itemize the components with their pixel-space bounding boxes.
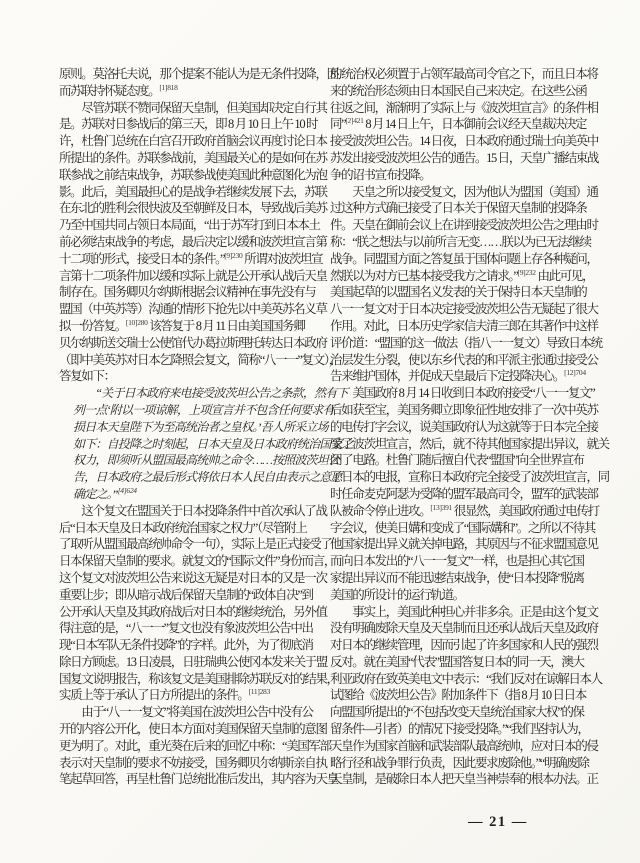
text-column-left <box>59 66 354 788</box>
footnote-ref: [13]391 <box>430 502 453 512</box>
text-line: 尽管苏联不赞同保留天皇制，但美国却决定自行其 <box>59 100 327 115</box>
text-line: 天皇之所以接受复文，因为他认为盟国（美国）通 <box>330 184 598 199</box>
text-line: 略行径和战争罪行负责，因此要求废除他。”“明确废除 <box>330 755 589 770</box>
text-line: 称：“朕之想法与以前所言无变……朕以为已无法继续 <box>330 234 591 249</box>
text-line: 队被命令停止进攻。$^{[13]391}$ 很显然，美国政府通过电传打 <box>330 502 599 518</box>
text-line: 影。此后，美国最担心的是战争若继续发展下去，苏联 <box>59 184 327 199</box>
text-line: 乃至中国共同占领日本局面，“出于苏军打到日本本土 <box>59 218 320 233</box>
text-line: 损日本天皇陛下为至高统治者之皇权。’吾人所采立场 <box>73 419 328 434</box>
text-line: 告来维护国体，并促成天皇最后下定投降决心。$^{[12]704}$ <box>330 368 586 384</box>
text-line: 在东北的胜利会很快波及至朝鲜及日本，导致战后美苏 <box>59 201 327 216</box>
text-line: 更为明了。对此，重光葵在后来的回忆中称：“美国军部 <box>59 738 331 753</box>
text-line: 的统治权必须置于占领军最高司令官之下，而且日本将 <box>330 67 598 81</box>
text-line: 确定之。”$^{[4]624}$ <box>73 485 137 501</box>
text-line: 前必须结束战争的考虑，最后决定以缓和波茨坦宣言第 <box>59 234 327 249</box>
text-line: 向盟国所提出的“不包括改变天皇统治国家大权”的保 <box>330 705 584 720</box>
text-line: 而向日本发出的“八一一复文”一样，也是担心其它国 <box>330 554 584 569</box>
text-line: 国复文说明报告，称该复文是美国排除苏联反对的结果， <box>59 671 338 686</box>
text-line: 美国起草的以盟国名义发表的关于保持日本天皇制的 <box>330 285 587 300</box>
text-line: 作用。对此，日本历史学家信夫清三郎在其著作中这样 <box>330 318 598 333</box>
text-line: 美国政府 8 月 14 日收到日本政府接受“八一一复文” <box>330 386 595 401</box>
text-line: 表示对天皇制的要求不妨接受，国务卿贝尔纳斯亲自执 <box>59 755 327 770</box>
text-line: 争的诏书宣布投降。 <box>330 167 431 182</box>
footnote-ref: [9]230 <box>224 250 243 260</box>
text-line: 是。苏联对日参战后的第三天，即 8 月 10 日上午 10 时 <box>59 117 318 132</box>
text-line: 原则。莫洛托夫说，那个提案不能认为是无条件投降，因 <box>59 67 338 81</box>
text-line: 事实上，美国此种担心并非多余。正是由这个复文 <box>330 604 598 619</box>
page-number: — 21 — <box>468 814 528 830</box>
footnote-ref: [9]232 <box>517 267 536 277</box>
footnote-ref: [12]704 <box>564 368 586 378</box>
text-line: 受了波茨坦宣言，然后，就不待其他国家提出异议，就关 <box>330 436 609 451</box>
text-line: 言第十二项条件加以缓和实际上就是公开承认战后天皇 <box>59 268 327 283</box>
text-line: （即中美英苏对日本乞降照会复文，简称“八一一”复文）， <box>59 352 340 367</box>
text-line: 告，日本政府之最后形式将依日本人民自由表示之意愿 <box>73 470 342 485</box>
text-line: 权力，即须听从盟国最高统帅之命令……按照波茨坦公 <box>73 453 340 468</box>
text-line: 美国的所设计的运行轨道。 <box>330 587 464 602</box>
paragraph-block <box>59 66 340 385</box>
text-line: 如下：自投降之时刻起，日本天皇及日本政府统治国家之 <box>73 436 354 451</box>
footnote-ref: [11]283 <box>248 687 270 697</box>
text-line: 家提出异议而不能迅速结束战争，使“日本投降”脱离 <box>330 570 584 585</box>
quote-block <box>73 385 354 503</box>
text-line: 了取听从盟国最高统帅命令一句），实际上是正式接受了 <box>59 537 332 552</box>
footnote-ref: [2]421 <box>345 116 364 126</box>
text-line: 反对。就在美国“代表”盟国答复日本的同一天，澳大 <box>330 654 584 669</box>
text-line: 的电传打字会议，说美国政府认为这就等于日本完全接 <box>330 419 598 434</box>
text-line: 除日方顾虑。13 日凌晨，日驻瑞典公使冈本发来关于盟 <box>59 654 328 669</box>
footnote-ref: [1]818 <box>159 82 178 92</box>
text-line: 笔起草回答，再呈杜鲁门总统批准后发出，其内容为天皇 <box>59 772 338 787</box>
text-line: 实质上等于承认了日方所提出的条件。$^{[11]283}$ <box>59 687 270 703</box>
text-line: 往返之间，渐渐明了实际上与《波茨坦宣言》的条件相 <box>330 100 598 115</box>
text-line: 日本保留天皇制的要求。就复文的“国际文件”身份而言， <box>59 554 335 569</box>
text-line: 时任命麦克阿瑟为受降的盟军最高司令，盟军的武装部 <box>330 486 598 501</box>
text-line: 过这种方式确已接受了日本关于保留天皇制的投降条 <box>330 201 587 216</box>
text-line: 答复如下： <box>59 369 115 384</box>
paragraph-block <box>330 66 609 788</box>
text-line: 拟一份答复。$^{[10]280}$ 该答复于 8 月 11 日由美国国务卿 <box>59 317 305 333</box>
text-line: “关于日本政府来电接受波茨坦公告之条款，然有下 <box>73 386 348 401</box>
text-line: 贝尔纳斯送交瑞士公使馆代办葛拉斯理托转达日本政府 <box>59 335 327 350</box>
text-line: 这个复文对波茨坦公告来说这无疑是对日本的又是一次 <box>59 570 327 585</box>
text-line: 盟国（中英苏等）沟通的情形下抢先以中美英苏名义草 <box>59 302 327 317</box>
text-line: 字会议，使美日媾和变成了“国际媾和”。之所以不待其 <box>330 520 595 535</box>
text-line: 利亚政府在致英美电文中表示：“我们反对在谅解日本人 <box>330 671 602 686</box>
text-line: 然朕以为对方已基本接受我方之请求。”$^{[9]232}$ 由此可见， <box>330 267 594 283</box>
text-line: 治层发生分裂，使以东乡代表的和平派主张通过接受公 <box>330 352 598 367</box>
text-line: 公开承认天皇及其政府战后对日本的继续统治，另外值 <box>59 604 327 619</box>
text-column-right <box>330 66 609 788</box>
text-line: 对日本的继续管理，因而引起了许多国家和人民的强烈 <box>330 638 598 653</box>
text-line: 列一点‘附以一项谅解，上项宣言并不包含任何要求有 <box>73 402 334 417</box>
text-line: 重要让步；即从暗示战后保留天皇制的“政体自决”到 <box>59 587 313 602</box>
text-line: 由于“八一一复文”将美国在波茨坦公告中没有公 <box>59 705 313 720</box>
text-line: 苏发出接受波茨坦公告的通告。15 日，天皇广播结束战 <box>330 150 599 165</box>
footnote-ref: [10]280 <box>125 317 148 327</box>
text-line: 后“日本天皇及日本政府统治国家之权力”（尽管附上 <box>59 520 307 535</box>
text-line: 闭了电路。杜鲁门随后擅自代表“盟国”向全世界宣布 <box>330 453 584 468</box>
text-line: 天皇作为国家首脑和武装部队最高统帅，应对日本的侵 <box>330 738 598 753</box>
text-line: 他国家提出异义就关掉电路，其原因与不征求盟国意见 <box>330 537 598 552</box>
text-line: 天皇制，是破除日本人把天皇当神崇奉的根本办法。正 <box>330 772 598 787</box>
text-line: 而苏联持怀疑态度。$^{[1]818}$ <box>59 82 178 98</box>
text-line: 制存在。国务卿贝尔纳斯根据会议精神在事先没有与 <box>59 285 316 300</box>
text-line: 现“日本军队无条件投降”的字样。此外，为了彻底消 <box>59 638 313 653</box>
text-line: 同”$^{[2]421}$ 8 月 14 日上午，日本御前会议经天皇裁决决定 <box>330 116 587 132</box>
text-line: 八一一复文对于日本决定接受波茨坦公告无疑起了很大 <box>330 302 598 317</box>
text-line: 试图给《波茨坦公告》附加条件下（指 8 月 10 日日本 <box>330 688 586 703</box>
text-line: 联参战之前结束战争，苏联参战使美国此种意图化为泡 <box>59 167 327 182</box>
text-line: 得注意的是，“八一一”复文也没有象波茨坦公告中出 <box>59 621 313 636</box>
text-line: 评价道：“盟国的这一做法（指八一一复文）导致日本统 <box>330 335 602 350</box>
text-line: 了日本的电报，宣称日本政府完全接受了波茨坦宣言，同 <box>330 470 609 485</box>
text-line: 留条件—引者）的情况下接受投降。”“我们坚持认为， <box>330 722 589 737</box>
text-line: 十二项的形式，接受日本的条件。”$^{[9]230}$ 所谓对波茨坦宣 <box>59 250 323 266</box>
text-line: 没有明确废除天皇及天皇制而且还承认战后天皇及政府 <box>330 621 598 636</box>
text-line: 接受波茨坦公告。14 日夜，日本政府通过瑞士向美英中 <box>330 134 599 149</box>
footnote-ref: [4]624 <box>117 485 137 495</box>
paragraph-block <box>59 503 338 789</box>
text-line: 后如获至宝，美国务卿立即象征性地安排了一次中英苏 <box>330 402 598 417</box>
text-line: 许，杜鲁门总统在白宫召开政府首脑会议再度讨论日本 <box>59 134 327 149</box>
text-line: 来的统治形态须由日本国民自己来决定。在这些公函 <box>330 83 587 98</box>
text-line: 开的内容公开化，使日本方面对美国保留天皇制的意图 <box>59 722 327 737</box>
text-line: 战争。同盟国方面之答复虽于国体问题上存各种疑问， <box>330 251 598 266</box>
text-line: 所提出的条件。苏联参战前，美国最关心的是如何在苏 <box>59 150 327 165</box>
text-line: 件。天皇在御前会议上在讲到接受波茨坦公告之理由时 <box>330 218 598 233</box>
text-line: 这个复文在盟国关于日本投降条件中首次承认了战 <box>59 503 327 518</box>
